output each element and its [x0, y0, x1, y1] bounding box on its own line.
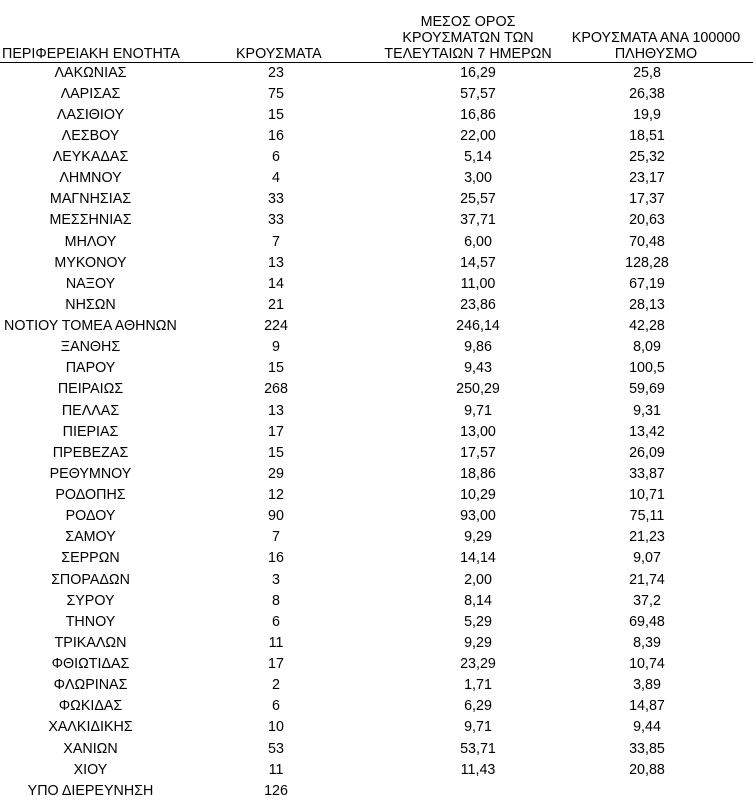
per-100k-cell: 37,2	[633, 592, 661, 609]
per-100k-cell: 3,89	[633, 677, 661, 694]
per-100k-cell	[559, 780, 753, 801]
table-row	[0, 168, 753, 189]
region-cell: ΝΟΤΙΟΥ ΤΟΜΕΑ ΑΘΗΝΩΝ	[4, 318, 177, 335]
table-row	[0, 759, 753, 780]
region-cell: ΜΕΣΣΗΝΙΑΣ	[49, 212, 132, 229]
table-row	[0, 294, 753, 315]
avg-7-days-cell: 9,86	[464, 339, 492, 356]
table-row	[0, 654, 753, 675]
table-row	[0, 590, 753, 611]
avg-7-days-cell: 10,29	[460, 487, 496, 504]
avg-7-days-cell: 8,14	[464, 592, 492, 609]
cases-cell: 2	[272, 677, 280, 694]
per-100k-cell: 26,09	[629, 444, 665, 461]
per-100k-cell: 14,87	[629, 698, 665, 715]
region-cell: ΡΟΔΟΠΗΣ	[55, 487, 126, 504]
cases-cell: 17	[268, 656, 284, 673]
region-cell: ΧΑΝΙΩΝ	[63, 740, 118, 757]
region-cell: ΣΠΟΡΑΔΩΝ	[51, 571, 130, 588]
region-cell: ΝΗΣΩΝ	[65, 296, 116, 313]
header-cases-per-100k: ΚΡΟΥΣΜΑΤΑ ΑΝΑ 100000 ΠΛΗΘΥΣΜΟ	[559, 0, 753, 62]
per-100k-cell: 9,07	[633, 550, 661, 567]
per-100k-cell: 33,87	[629, 465, 665, 482]
avg-7-days-cell: 22,00	[460, 127, 496, 144]
cases-cell: 53	[268, 740, 284, 757]
table-row	[0, 252, 753, 273]
cases-cell: 17	[268, 423, 284, 440]
table-row	[0, 273, 753, 294]
per-100k-cell: 21,23	[629, 529, 665, 546]
table-row	[0, 421, 753, 442]
region-cell: ΣΥΡΟΥ	[66, 592, 115, 609]
per-100k-cell: 13,42	[629, 423, 665, 440]
region-cell: ΛΕΣΒΟΥ	[61, 127, 120, 144]
table-row	[0, 62, 753, 83]
per-100k-cell: 10,74	[629, 656, 665, 673]
table-row	[0, 83, 753, 104]
avg-7-days-cell: 17,57	[460, 444, 496, 461]
avg-7-days-cell: 250,29	[456, 381, 500, 398]
avg-7-days-cell: 5,14	[464, 149, 492, 166]
header-avg-7-days: ΜΕΣΟΣ ΟΡΟΣ ΚΡΟΥΣΜΑΤΩΝ ΤΩΝ ΤΕΛΕΥΤΑΙΩΝ 7 ΗΜΕΡΩΝ	[377, 0, 559, 62]
table-row	[0, 358, 753, 379]
table-row	[0, 611, 753, 632]
per-100k-cell: 10,71	[629, 487, 665, 504]
table-row	[0, 442, 753, 463]
avg-7-days-cell: 23,29	[460, 656, 496, 673]
cases-cell: 11	[268, 761, 284, 778]
table-row	[0, 316, 753, 337]
avg-7-days-cell: 9,43	[464, 360, 492, 377]
cases-cell: 75	[268, 85, 284, 102]
table-row	[0, 125, 753, 146]
avg-7-days-cell: 6,00	[464, 233, 492, 250]
cases-cell: 15	[268, 444, 284, 461]
table-row	[0, 675, 753, 696]
avg-7-days-cell: 93,00	[460, 508, 496, 525]
avg-7-days-cell: 16,29	[460, 64, 496, 81]
cases-cell: 15	[268, 360, 284, 377]
table-row	[0, 780, 753, 801]
region-cell: ΦΛΩΡΙΝΑΣ	[53, 677, 128, 694]
per-100k-cell: 75,11	[629, 508, 665, 525]
avg-7-days-cell: 9,29	[464, 529, 492, 546]
region-cell: ΡΕΘΥΜΝΟΥ	[49, 465, 132, 482]
table-row	[0, 738, 753, 759]
cases-cell: 7	[272, 529, 280, 546]
cases-cell: 13	[268, 402, 284, 419]
table-row	[0, 337, 753, 358]
avg-7-days-cell: 37,71	[460, 212, 496, 229]
cases-cell: 126	[264, 782, 288, 799]
avg-7-days-cell: 9,71	[464, 402, 492, 419]
table-row	[0, 147, 753, 168]
avg-7-days-cell: 9,29	[464, 634, 492, 651]
avg-7-days-cell: 11,43	[460, 761, 496, 778]
header-cases: ΚΡΟΥΣΜΑΤΑ	[181, 0, 377, 62]
region-cell: ΜΑΓΝΗΣΙΑΣ	[49, 191, 132, 208]
cases-cell: 224	[264, 318, 288, 335]
avg-7-days-cell: 25,57	[460, 191, 496, 208]
region-cell: ΠΙΕΡΙΑΣ	[62, 423, 119, 440]
avg-7-days-cell: 246,14	[456, 318, 500, 335]
per-100k-cell: 21,74	[629, 571, 665, 588]
avg-7-days-cell: 13,00	[460, 423, 496, 440]
region-cell: ΠΕΛΛΑΣ	[61, 402, 120, 419]
region-cell: ΣΑΜΟΥ	[65, 529, 116, 546]
cases-cell: 9	[272, 339, 280, 356]
cases-cell: 21	[268, 296, 284, 313]
region-cell: ΠΑΡΟΥ	[65, 360, 116, 377]
table-row	[0, 400, 753, 421]
table-row	[0, 527, 753, 548]
cases-cell: 33	[268, 212, 284, 229]
avg-7-days-cell: 23,86	[460, 296, 496, 313]
per-100k-cell: 8,39	[633, 634, 661, 651]
table-row	[0, 717, 753, 738]
per-100k-cell: 100,5	[629, 360, 665, 377]
per-100k-cell: 28,13	[629, 296, 665, 313]
region-cell: ΛΑΣΙΘΙΟΥ	[56, 106, 125, 123]
avg-7-days-cell: 16,86	[460, 106, 496, 123]
per-100k-cell: 20,88	[629, 761, 665, 778]
region-cell: ΧΙΟΥ	[73, 761, 108, 778]
avg-7-days-cell: 6,29	[464, 698, 492, 715]
per-100k-cell: 67,19	[629, 275, 665, 292]
avg-7-days-cell: 53,71	[460, 740, 496, 757]
avg-7-days-cell: 9,71	[464, 719, 492, 736]
header-region: ΠΕΡΙΦΕΡΕΙΑΚΗ ΕΝΟΤΗΤΑ	[0, 0, 181, 62]
region-cell: ΠΡΕΒΕΖΑΣ	[52, 444, 129, 461]
per-100k-cell: 18,51	[629, 127, 665, 144]
region-cell: ΦΩΚΙΔΑΣ	[58, 698, 123, 715]
per-100k-cell: 26,38	[629, 85, 665, 102]
per-100k-cell: 33,85	[629, 740, 665, 757]
cases-cell: 90	[268, 508, 284, 525]
table-row	[0, 104, 753, 125]
cases-cell: 12	[268, 487, 284, 504]
avg-7-days-cell: 11,00	[460, 275, 496, 292]
region-cell: ΜΥΚΟΝΟΥ	[54, 254, 127, 271]
cases-cell: 15	[268, 106, 284, 123]
region-cell: ΛΑΡΙΣΑΣ	[60, 85, 121, 102]
table-row	[0, 379, 753, 400]
region-cell: ΦΘΙΩΤΙΔΑΣ	[51, 656, 130, 673]
avg-7-days-cell: 5,29	[464, 613, 492, 630]
cases-cell: 11	[268, 634, 284, 651]
table-row	[0, 189, 753, 210]
cases-cell: 3	[272, 571, 280, 588]
region-cell: ΡΟΔΟΥ	[65, 508, 116, 525]
region-cell: ΛΕΥΚΑΔΑΣ	[52, 149, 129, 166]
per-100k-cell: 42,28	[629, 318, 665, 335]
table-row	[0, 506, 753, 527]
table-row	[0, 569, 753, 590]
avg-7-days-cell: 57,57	[460, 85, 496, 102]
table-row	[0, 231, 753, 252]
avg-7-days-cell: 14,57	[460, 254, 496, 271]
cases-cell: 29	[268, 465, 284, 482]
avg-7-days-cell: 2,00	[464, 571, 492, 588]
table-row	[0, 485, 753, 506]
per-100k-cell: 9,44	[633, 719, 661, 736]
region-cell: ΞΑΝΘΗΣ	[60, 339, 121, 356]
region-cell: ΠΕΙΡΑΙΩΣ	[57, 381, 124, 398]
region-cell: ΤΡΙΚΑΛΩΝ	[54, 634, 127, 651]
table-row	[0, 463, 753, 484]
cases-cell: 13	[268, 254, 284, 271]
region-cell: ΝΑΞΟΥ	[65, 275, 116, 292]
cases-cell: 7	[272, 233, 280, 250]
avg-7-days-cell: 18,86	[460, 465, 496, 482]
per-100k-cell: 19,9	[633, 106, 661, 123]
region-cell: ΣΕΡΡΩΝ	[61, 550, 120, 567]
avg-7-days-cell: 3,00	[464, 170, 492, 187]
table-body	[0, 62, 753, 801]
region-cell: ΛΗΜΝΟΥ	[59, 170, 122, 187]
region-cell: ΥΠΟ ΔΙΕΡΕΥΝΗΣΗ	[27, 782, 154, 799]
cases-cell: 6	[272, 149, 280, 166]
cases-cell: 6	[272, 613, 280, 630]
per-100k-cell: 20,63	[629, 212, 665, 229]
cases-cell: 33	[268, 191, 284, 208]
per-100k-cell: 8,09	[633, 339, 661, 356]
avg-7-days-cell: 14,14	[460, 550, 496, 567]
header-row	[0, 0, 753, 62]
per-100k-cell: 17,37	[629, 191, 665, 208]
region-cell: ΜΗΛΟΥ	[64, 233, 117, 250]
per-100k-cell: 23,17	[629, 170, 665, 187]
per-100k-cell: 9,31	[633, 402, 661, 419]
cases-cell: 8	[272, 592, 280, 609]
cases-cell: 14	[268, 275, 284, 292]
cases-cell: 23	[268, 64, 284, 81]
per-100k-cell: 25,8	[633, 64, 661, 81]
avg-7-days-cell	[377, 780, 559, 801]
cases-cell: 4	[272, 170, 280, 187]
table-row	[0, 632, 753, 653]
table-row	[0, 548, 753, 569]
avg-7-days-cell: 1,71	[464, 677, 492, 694]
table-row	[0, 210, 753, 231]
cases-cell: 16	[268, 550, 284, 567]
region-cell: ΤΗΝΟΥ	[65, 613, 116, 630]
per-100k-cell: 128,28	[625, 254, 669, 271]
table-row	[0, 696, 753, 717]
cases-cell: 10	[268, 719, 284, 736]
per-100k-cell: 70,48	[629, 233, 665, 250]
cases-cell: 6	[272, 698, 280, 715]
per-100k-cell: 59,69	[629, 381, 665, 398]
per-100k-cell: 69,48	[629, 613, 665, 630]
cases-cell: 268	[264, 381, 288, 398]
region-cell: ΧΑΛΚΙΔΙΚΗΣ	[48, 719, 133, 736]
region-cell: ΛΑΚΩΝΙΑΣ	[54, 64, 127, 81]
cases-cell: 16	[268, 127, 284, 144]
per-100k-cell: 25,32	[629, 149, 665, 166]
